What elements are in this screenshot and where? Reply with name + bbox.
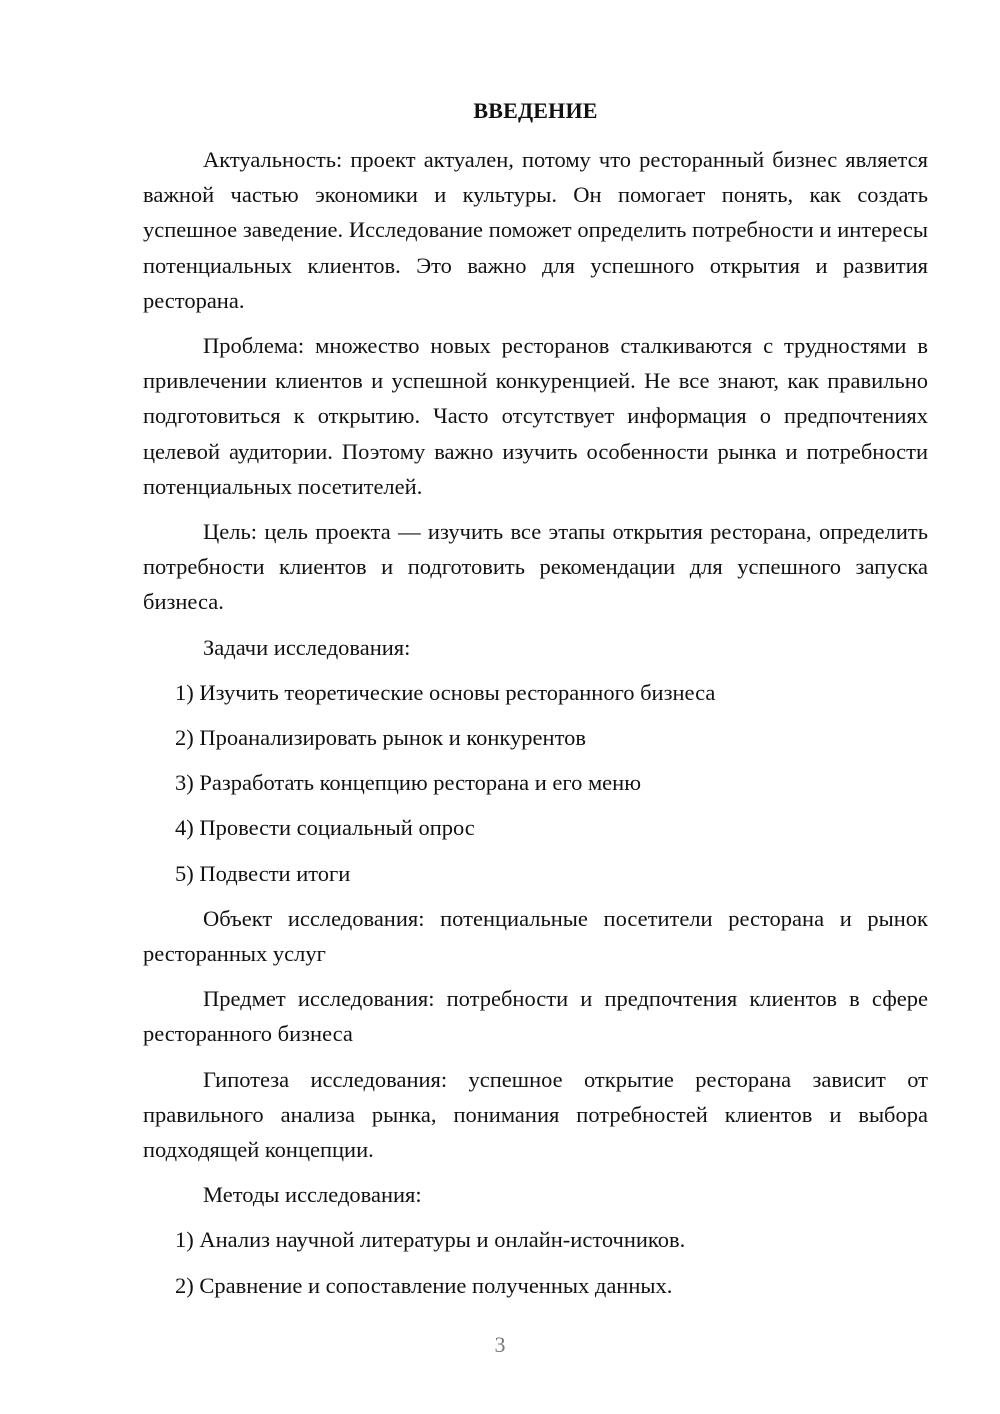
method-item: 2) Сравнение и сопоставление полученных данных. — [175, 1272, 673, 1298]
relevance-paragraph: Актуальность: проект актуален, потому что ресторанный бизнес является важной частью экономики и культуры. Он помогает понять, как создать успешное заведение. Исследование поможет определить потребности и интересы потенциальных клиентов. Это важно для успешного открытия и развития ресторана. — [143, 147, 928, 313]
methods-heading: Методы исследования: — [203, 1182, 422, 1208]
task-item: 5) Подвести итоги — [175, 860, 351, 886]
object-paragraph: Объект исследования: потенциальные посетители ресторана и рынок ресторанных услуг — [143, 905, 928, 967]
hypothesis-paragraph: Гипотеза исследования: успешное открытие ресторана зависит от правильного анализа рынка, понимания потребностей клиентов и выбора подходящей концепции. — [143, 1066, 928, 1163]
method-item: 1) Анализ научной литературы и онлайн-источников. — [175, 1227, 686, 1253]
page-number: 3 — [494, 1332, 506, 1357]
tasks-heading: Задачи исследования: — [203, 634, 411, 660]
subject-paragraph: Предмет исследования: потребности и предпочтения клиентов в сфере ресторанного бизнеса — [143, 986, 928, 1047]
document-body — [143, 142, 928, 1313]
task-item: 3) Разработать концепцию ресторана и его меню — [175, 770, 642, 796]
task-item: 1) Изучить теоретические основы ресторанного бизнеса — [175, 679, 716, 705]
task-item: 2) Проанализировать рынок и конкурентов — [175, 725, 586, 751]
problem-paragraph: Проблема: множество новых ресторанов сталкиваются с трудностями в привлечении клиентов и успешной конкуренцией. Не все знают, как правильно подготовиться к открытию. Часто отсутствует информация о предпочтениях целевой аудитории. Поэтому важно изучить особенности рынка и потребности потенциальных посетителей. — [143, 333, 928, 499]
page-title: ВВЕДЕНИЕ — [473, 98, 598, 123]
goal-paragraph: Цель: цель проекта — изучить все этапы открытия ресторана, определить потребности клиентов и подготовить рекомендации для успешного запуска бизнеса. — [143, 519, 928, 615]
task-item: 4) Провести социальный опрос — [175, 815, 475, 841]
